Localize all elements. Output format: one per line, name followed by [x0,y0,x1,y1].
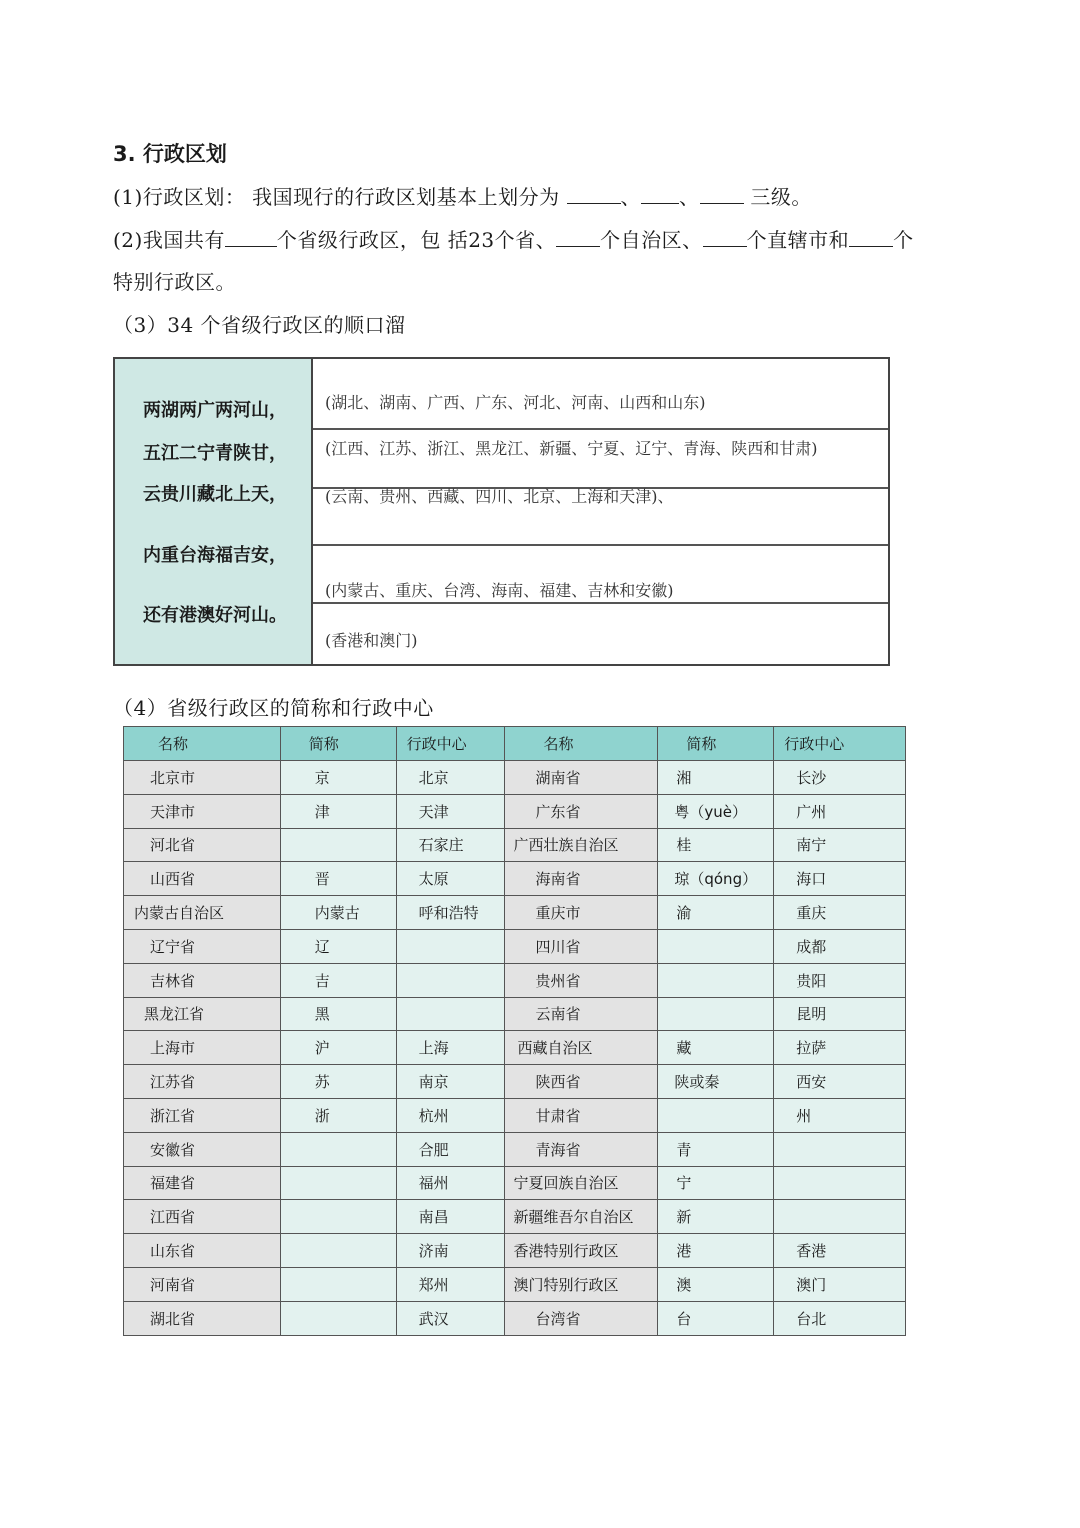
table-cell: 粤（yuè） [658,794,774,828]
q2-text: 个直辖市和 [746,228,850,252]
table-cell [774,1200,906,1234]
rhyme-right-column [313,359,888,664]
table-cell: 港 [658,1234,774,1268]
table-cell: 广西壮族自治区 [505,828,658,862]
table-cell: 呼和浩特 [396,896,505,930]
table-cell: 山东省 [124,1234,281,1268]
table-cell: 海口 [774,862,906,896]
rhyme-line: 云贵川藏北上天， [143,484,287,505]
table-cell: 台 [658,1301,774,1335]
table-row [124,1267,906,1301]
table-cell: 湘 [658,761,774,795]
q2-text: 个自治区、 [600,228,703,252]
table-cell: 山西省 [124,862,281,896]
table-cell: 昆明 [774,997,906,1031]
table-row [124,761,906,795]
table-cell: 北京市 [124,761,281,795]
table-cell: 太原 [396,862,505,896]
table-cell: 州 [774,1098,906,1132]
table-cell: 吉林省 [124,963,281,997]
rhyme-line: 五江二宁青陕甘， [143,443,287,464]
rhyme-row [313,602,888,664]
table-cell: 安徽省 [124,1132,281,1166]
table-cell: 渝 [658,896,774,930]
q1-sep: 、 [679,185,700,209]
table-cell: 拉萨 [774,1031,906,1065]
question-2-line2: 特别行政区。 [113,270,236,294]
table-cell: 苏 [280,1065,396,1099]
section-title: 3. 行政区划 [113,142,227,166]
table-cell: 香港 [774,1234,906,1268]
blank-field[interactable] [700,185,744,204]
table-row [124,1098,906,1132]
rhyme-explanation: (湖北、湖南、广西、广东、河北、河南、山西和山东) [325,393,706,412]
table-row [124,862,906,896]
column-header: 行政中心 [396,727,505,761]
table-row [124,1234,906,1268]
column-header: 名称 [505,727,658,761]
table-cell: 长沙 [774,761,906,795]
table-cell: 藏 [658,1031,774,1065]
table-cell: 宁 [658,1166,774,1200]
table-cell: 辽宁省 [124,929,281,963]
table-cell [280,1132,396,1166]
table-cell: 成都 [774,929,906,963]
table-cell [396,997,505,1031]
table-row [124,828,906,862]
blank-field[interactable] [556,228,600,247]
table-cell: 新 [658,1200,774,1234]
table-cell: 西藏自治区 [505,1031,658,1065]
column-header: 简称 [658,727,774,761]
table-cell: 澳门 [774,1267,906,1301]
table-cell: 台湾省 [505,1301,658,1335]
q1-suffix: 三级。 [743,185,812,209]
table-row [124,794,906,828]
table-cell: 重庆市 [505,896,658,930]
column-header: 简称 [280,727,396,761]
table-cell: 江苏省 [124,1065,281,1099]
rhyme-line: 还有港澳好河山。 [143,605,287,626]
table-cell: 北京 [396,761,505,795]
table-cell [774,1166,906,1200]
blank-field[interactable] [641,185,679,204]
table-cell: 天津市 [124,794,281,828]
table-cell: 南京 [396,1065,505,1099]
table-cell: 湖南省 [505,761,658,795]
table-cell: 天津 [396,794,505,828]
column-header: 名称 [124,727,281,761]
table-row [124,1166,906,1200]
province-table [123,726,906,1336]
table-cell: 甘肃省 [505,1098,658,1132]
table-cell: 上海 [396,1031,505,1065]
table-cell: 新疆维吾尔自治区 [505,1200,658,1234]
table-cell: 陕西省 [505,1065,658,1099]
table-cell: 石家庄 [396,828,505,862]
table-cell: 澳 [658,1267,774,1301]
table-cell: 内蒙古自治区 [124,896,281,930]
table-cell: 西安 [774,1065,906,1099]
table-cell: 青海省 [505,1132,658,1166]
rhyme-explanation: (香港和澳门) [325,631,418,650]
table-row [124,997,906,1031]
table-cell: 桂 [658,828,774,862]
question-1 [113,181,812,210]
q1-sep: 、 [620,185,642,209]
column-header: 行政中心 [774,727,906,761]
table-row [124,1031,906,1065]
q2-text: 个 [893,228,914,252]
blank-field[interactable] [225,228,277,247]
q1-prefix: (1)行政区划： 我国现行的行政区划基本上划分为 [113,185,567,209]
table-cell: 沪 [280,1031,396,1065]
question-2 [113,224,914,253]
table-cell: 云南省 [505,997,658,1031]
table-cell [658,929,774,963]
rhyme-explanation: (云南、贵州、西藏、四川、北京、上海和天津)、 [325,487,674,506]
rhyme-row [313,428,888,489]
q2-text: (2)我国共有 [113,228,225,252]
table-cell [280,828,396,862]
table-cell: 青 [658,1132,774,1166]
table-cell [774,1132,906,1166]
table-row [124,929,906,963]
blank-field[interactable] [849,228,893,247]
table-cell: 台北 [774,1301,906,1335]
table-cell: 宁夏回族自治区 [505,1166,658,1200]
table-cell: 浙江省 [124,1098,281,1132]
table-row [124,1132,906,1166]
table-cell: 陕或秦 [658,1065,774,1099]
table-cell [280,1200,396,1234]
table-cell: 内蒙古 [280,896,396,930]
table-cell: 吉 [280,963,396,997]
table-cell: 辽 [280,929,396,963]
table-cell: 南昌 [396,1200,505,1234]
table-cell [396,963,505,997]
rhyme-row [313,544,888,604]
rhyme-left-column [115,359,313,664]
rhyme-line: 内重台海福吉安， [143,545,287,566]
table-row [124,1301,906,1335]
table-row [124,963,906,997]
rhyme-row [313,359,888,430]
table-cell: 福建省 [124,1166,281,1200]
table-cell: 黑龙江省 [124,997,281,1031]
table-cell: 晋 [280,862,396,896]
table-cell: 河北省 [124,828,281,862]
rhyme-table [113,357,890,666]
table-cell [280,1234,396,1268]
table-cell: 黑 [280,997,396,1031]
rhyme-row [313,487,888,546]
table-cell: 澳门特别行政区 [505,1267,658,1301]
table-row [124,1200,906,1234]
table-cell: 福州 [396,1166,505,1200]
table-cell: 济南 [396,1234,505,1268]
table-cell: 四川省 [505,929,658,963]
table-cell: 津 [280,794,396,828]
table-cell: 杭州 [396,1098,505,1132]
table-cell: 江西省 [124,1200,281,1234]
table-header-row [124,727,906,761]
rhyme-explanation: (江西、江苏、浙江、黑龙江、新疆、宁夏、辽宁、青海、陕西和甘肃) [325,439,818,458]
table-cell: 海南省 [505,862,658,896]
table-cell: 贵阳 [774,963,906,997]
rhyme-line: 两湖两广两河山， [143,400,287,421]
question-4: （4）省级行政区的简称和行政中心 [113,696,434,720]
table-cell: 广东省 [505,794,658,828]
table-cell: 琼（qóng） [658,862,774,896]
table-cell [280,1301,396,1335]
table-cell [658,1098,774,1132]
table-cell: 广州 [774,794,906,828]
table-cell [396,929,505,963]
rhyme-explanation: (内蒙古、重庆、台湾、海南、福建、吉林和安徽) [325,581,674,600]
table-row [124,1065,906,1099]
table-cell: 湖北省 [124,1301,281,1335]
table-cell: 香港特别行政区 [505,1234,658,1268]
blank-field[interactable] [703,228,747,247]
table-cell [280,1166,396,1200]
question-3: （3）34 个省级行政区的顺口溜 [113,313,406,337]
table-row [124,896,906,930]
table-cell: 合肥 [396,1132,505,1166]
table-cell: 武汉 [396,1301,505,1335]
table-cell: 南宁 [774,828,906,862]
q2-text: 个省级行政区，包 括23个省、 [276,228,557,252]
table-cell: 重庆 [774,896,906,930]
table-cell: 河南省 [124,1267,281,1301]
table-cell [658,963,774,997]
table-cell [280,1267,396,1301]
table-cell: 京 [280,761,396,795]
table-cell: 浙 [280,1098,396,1132]
blank-field[interactable] [567,185,621,204]
table-cell [658,997,774,1031]
table-cell: 上海市 [124,1031,281,1065]
table-cell: 郑州 [396,1267,505,1301]
table-cell: 贵州省 [505,963,658,997]
